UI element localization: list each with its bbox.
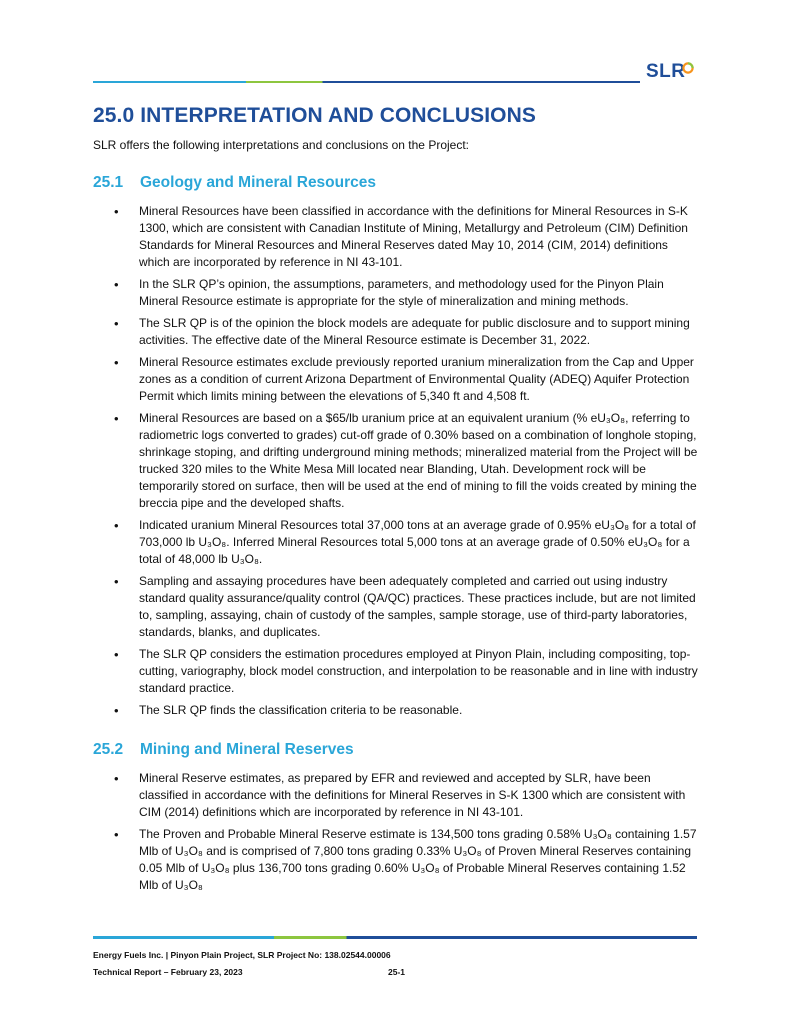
footer-report-date: Technical Report – February 23, 2023	[93, 967, 243, 977]
section-title: Mining and Mineral Reserves	[140, 741, 354, 758]
list-item: • Mineral Resources have been classified in accordance with the definitions for Mineral Resources in S-K 1300, which are consistent with Canadian Institute of Mining, Metallurgy and Petroleum (CIM) Definition Standards for Mineral Resources and Mineral Reserves dated May 10, 2014 (CIM, 2014) definitions which are incorporated by reference in NI 43-101.	[112, 203, 698, 271]
list-item: • The Proven and Probable Mineral Reserve estimate is 134,500 tons grading 0.58% U₃O₈ containing 1.57 Mlb of U₃O₈ and is comprised of 7,800 tons grading 0.33% U₃O₈ of Proven Mineral Reserves containing 0.05 Mlb of U₃O₈ plus 136,700 tons grading 0.60% U₃O₈ of Probable Mineral Reserves containing 1.52 Mlb of U₃O₈	[112, 826, 698, 894]
list-item: • Mineral Reserve estimates, as prepared by EFR and reviewed and accepted by SLR, have been classified in accordance with the definitions for Mineral Reserves in S-K 1300 which are consistent with CIM (2014) definitions which are incorporated by reference in NI 43-101.	[112, 770, 698, 821]
footer-project-info: Energy Fuels Inc. | Pinyon Plain Project, SLR Project No: 138.02544.00006	[93, 950, 391, 960]
list-item: • The SLR QP is of the opinion the block models are adequate for public disclosure and to support mining activities. The effective date of the Mineral Resource estimate is December 31, 2022.	[112, 315, 698, 349]
section-heading-mining	[93, 741, 354, 759]
list-item: • In the SLR QP’s opinion, the assumptions, parameters, and methodology used for the Pinyon Plain Mineral Resource estimate is appropriate for the style of mineralization and mining methods.	[112, 276, 698, 310]
list-item: • The SLR QP considers the estimation procedures employed at Pinyon Plain, including compositing, top-cutting, variography, block model construction, and interpolation to be reasonable and in line with industry standard practice.	[112, 646, 698, 697]
section-number: 25.2	[93, 741, 124, 758]
intro-text: SLR offers the following interpretations and conclusions on the Project:	[93, 138, 469, 152]
slr-logo-mark-icon	[682, 62, 694, 74]
geology-bullet-list	[112, 203, 698, 724]
list-item: • Mineral Resource estimates exclude previously reported uranium mineralization from the Cap and Upper zones as a condition of current Arizona Department of Environmental Quality (ADEQ) Aquifer Protection Permit which limits mining between the elevations of 5,340 ft and 4,508 ft.	[112, 354, 698, 405]
list-item: • The SLR QP finds the classification criteria to be reasonable.	[112, 702, 698, 719]
list-item: • Indicated uranium Mineral Resources total 37,000 tons at an average grade of 0.95% eU₃O₈ for a total of 703,000 lb U₃O₈. Inferred Mineral Resources total 5,000 tons at an average grade of 0.50% eU₃O₈ for a total of 48,000 lb U₃O₈.	[112, 517, 698, 568]
header-rule	[93, 81, 640, 83]
slr-logo: SLR	[646, 61, 686, 82]
section-number: 25.1	[93, 174, 124, 191]
section-title: Geology and Mineral Resources	[140, 174, 377, 191]
mining-bullet-list	[112, 770, 698, 899]
page-title: 25.0 INTERPRETATION AND CONCLUSIONS	[93, 104, 536, 127]
section-heading-geology	[93, 174, 376, 192]
page-number: 25-1	[388, 967, 406, 977]
list-item: • Sampling and assaying procedures have been adequately completed and carried out using industry standard quality assurance/quality control (QA/QC) practices. These practices include, but are not limited to, sampling, assaying, chain of custody of the samples, sample storage, use of third-party laboratories, standards, blanks, and duplicates.	[112, 573, 698, 641]
footer-rule	[93, 936, 697, 939]
list-item: • Mineral Resources are based on a $65/lb uranium price at an equivalent uranium (% eU₃O₈, referring to radiometric logs converted to grades) cut-off grade of 0.30% based on a combination of longhole stoping, shrinkage stoping, and drifting underground mining methods; mineralized material from the Project will be trucked 320 miles to the White Mesa Mill located near Blanding, Utah. Development rock will be temporarily stored on surface, then will be used at the end of mining to fill the voids created by mining the breccia pipe and the developed shafts.	[112, 410, 698, 512]
